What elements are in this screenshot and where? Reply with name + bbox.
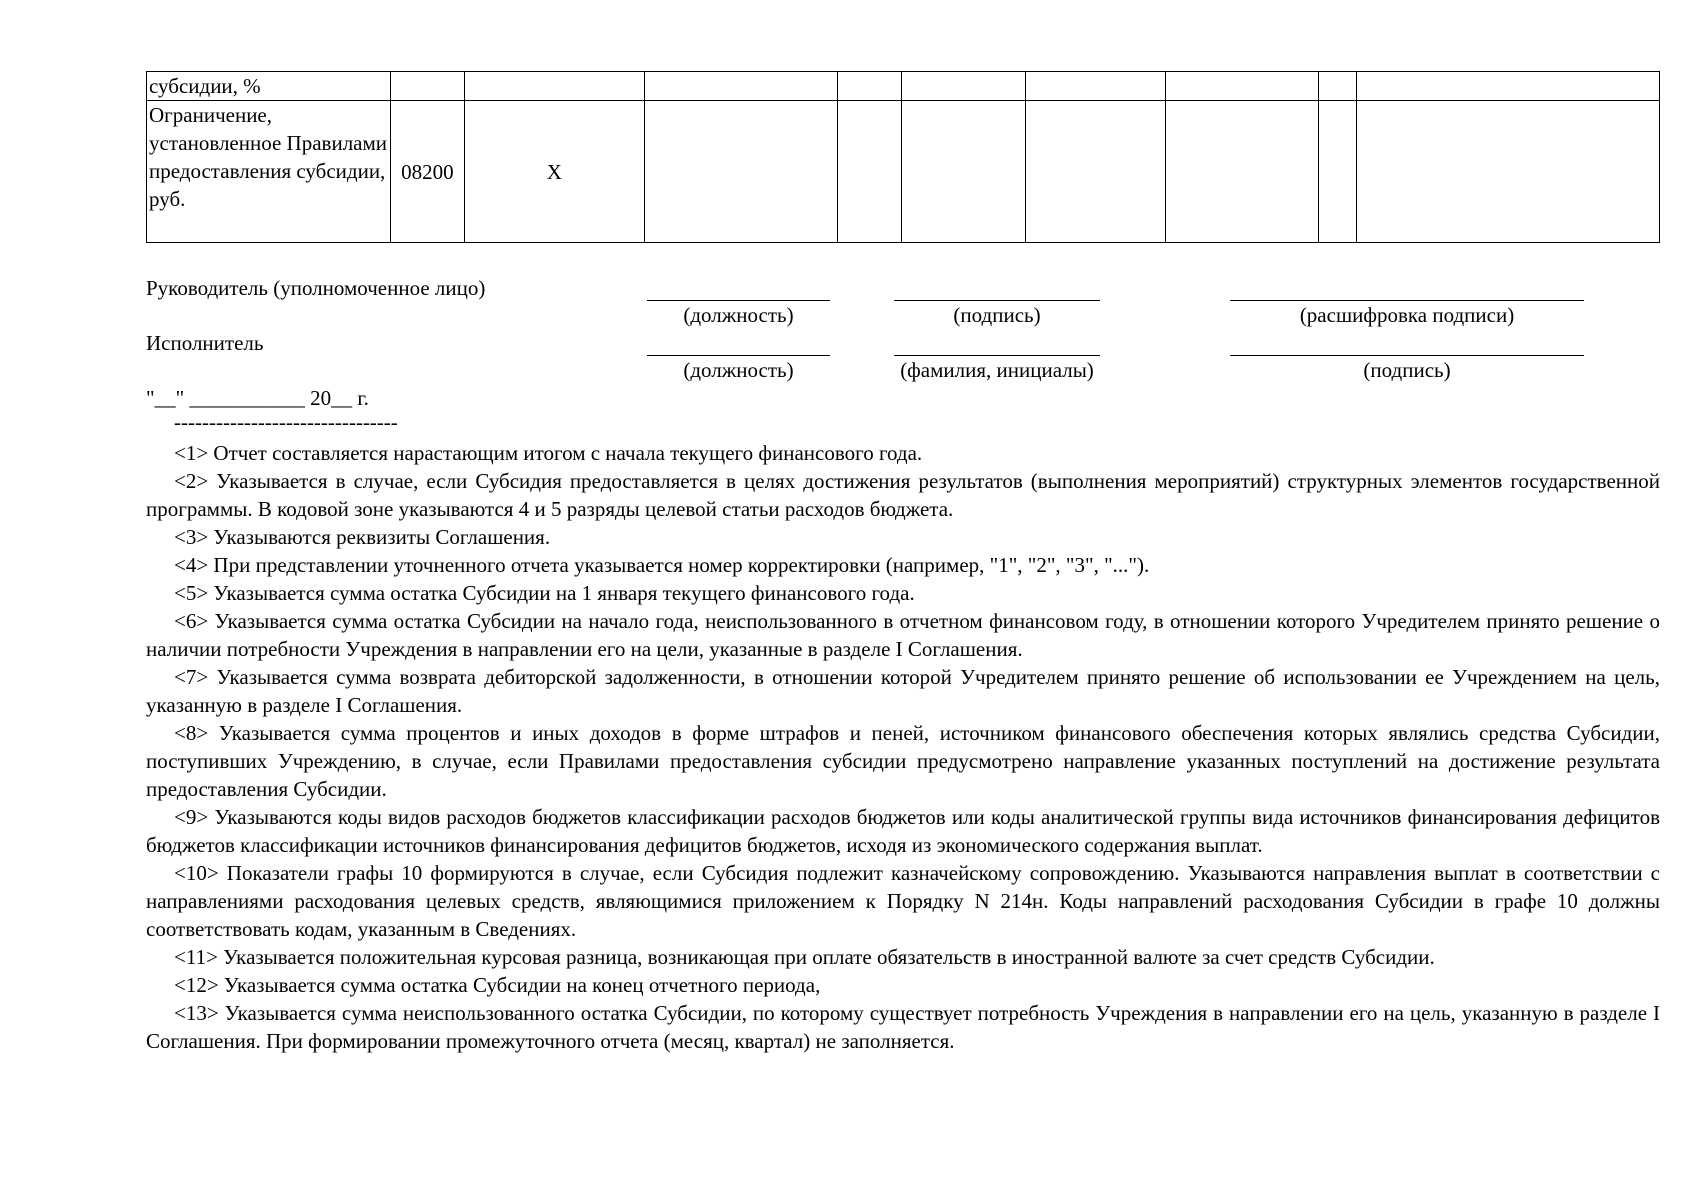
footnote-7: <7> Указывается сумма возврата дебиторской задолженности, в отношении которой Учредителем принято решение об использовании ее Учреждением на цель, указанную в разделе I Соглашения.	[146, 665, 1660, 717]
footnote-5: <5> Указывается сумма остатка Субсидии на 1 января текущего финансового года.	[174, 581, 915, 605]
table-cell	[838, 101, 902, 243]
table-cell	[838, 72, 902, 101]
row-name-cell: субсидии, %	[147, 72, 391, 101]
table-cell	[902, 101, 1025, 243]
footnote-9: <9> Указываются коды видов расходов бюджетов классификации расходов бюджетов или коды аналитической группы вида источников финансирования дефицитов бюджетов классификации источников финансирования дефицитов бюджетов, исходя из экономического содержания выплат.	[146, 805, 1660, 857]
footnote-3: <3> Указываются реквизиты Соглашения.	[174, 525, 551, 549]
table-cell	[644, 101, 838, 243]
table-cell	[1025, 72, 1165, 101]
footnote-8: <8> Указывается сумма процентов и иных доходов в форме штрафов и пеней, источником финансового обеспечения которых являлись средства Субсидии, поступивших Учреждению, в случае, если Правилами предоставления субсидии предусмотрено направление указанных поступлений на достижение результата предоставления Субсидии.	[146, 721, 1660, 801]
footnote-11: <11> Указывается положительная курсовая разница, возникающая при оплате обязательств в иностранной валюте за счет средств Субсидии.	[174, 945, 1435, 969]
table-cell	[902, 72, 1025, 101]
table-cell: X	[465, 101, 645, 243]
head-caption-decoding: (расшифровка подписи)	[1299, 303, 1515, 327]
date-line: "__" ___________ 20__ г.	[146, 386, 369, 410]
row-code-cell: 08200	[390, 101, 464, 243]
table-cell	[1318, 72, 1356, 101]
footnote-separator: --------------------------------	[174, 410, 398, 434]
executor-label: Исполнитель	[146, 331, 264, 355]
footnote-12: <12> Указывается сумма остатка Субсидии на конец отчетного периода,	[174, 973, 821, 997]
footnote-10: <10> Показатели графы 10 формируются в случае, если Субсидия подлежит казначейскому сопровождению. Указываются направления выплат в соответствии с направлениями расходования целевых средств, являющимися приложением к Порядку N 214н. Коды направлений расходования Субсидии в графе 10 должны соответствовать кодам, указанным в Сведениях.	[146, 861, 1660, 941]
footnote-6: <6> Указывается сумма остатка Субсидии на начало года, неиспользованного в отчетном финансовом году, в отношении которого Учредителем принято решение о наличии потребности Учреждения в направлении его на цели, указанные в разделе I Соглашения.	[146, 609, 1660, 661]
executor-caption-signature: (подпись)	[1363, 358, 1451, 382]
table-cell	[1356, 72, 1659, 101]
table-cell	[1025, 101, 1165, 243]
table-cell	[1356, 101, 1659, 243]
row-code-cell	[390, 72, 464, 101]
table-row	[147, 72, 1660, 101]
table-cell	[1166, 101, 1319, 243]
report-table	[146, 71, 1660, 243]
footnotes	[146, 439, 1660, 1055]
executor-caption-name: (фамилия, инициалы)	[900, 358, 1094, 382]
table-row	[147, 101, 1660, 243]
footnote-4: <4> При представлении уточненного отчета указывается номер корректировки (например, "1", "2", "3", "...").	[174, 553, 1150, 577]
footnote-1: <1> Отчет составляется нарастающим итогом с начала текущего финансового года.	[174, 441, 923, 465]
table-cell	[1318, 101, 1356, 243]
table-cell	[465, 72, 645, 101]
executor-caption-position: (должность)	[683, 358, 794, 382]
row-name-cell: Ограничение, установленное Правилами предоставления субсидии, руб.	[147, 101, 391, 243]
table-cell	[644, 72, 838, 101]
head-caption-signature: (подпись)	[953, 303, 1041, 327]
footnote-13: <13> Указывается сумма неиспользованного остатка Субсидии, по которому существует потребность Учреждения в направлении его на цель, указанную в разделе I Соглашения. При формировании промежуточного отчета (месяц, квартал) не заполняется.	[146, 1001, 1660, 1053]
footnote-2: <2> Указывается в случае, если Субсидия предоставляется в целях достижения результатов (выполнения мероприятий) структурных элементов государственной программы. В кодовой зоне указываются 4 и 5 разряды целевой статьи расходов бюджета.	[146, 469, 1660, 521]
head-caption-position: (должность)	[683, 303, 794, 327]
head-label: Руководитель (уполномоченное лицо)	[146, 276, 486, 300]
table-cell	[1166, 72, 1319, 101]
